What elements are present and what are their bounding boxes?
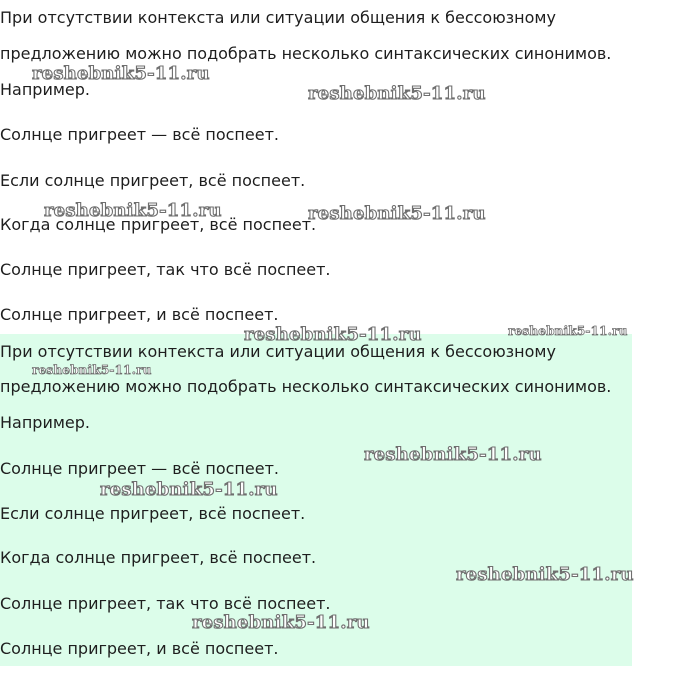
watermark: reshebnik5-11.ru [456,564,634,585]
watermark: reshebnik5-11.ru [192,612,370,633]
watermark: reshebnik5-11.ru [32,363,152,377]
watermark: reshebnik5-11.ru [44,200,222,221]
question-line: предложению можно подобрать несколько синтаксических синонимов. [0,44,612,63]
answer-line: Солнце пригреет, так что всё поспеет. [0,594,331,613]
question-line: Солнце пригреет, так что всё поспеет. [0,260,331,279]
question-line: Солнце пригреет, и всё поспеет. [0,305,279,324]
answer-line: Например. [0,413,91,432]
watermark: reshebnik5-11.ru [364,444,542,465]
watermark: reshebnik5-11.ru [100,479,278,500]
answer-line: Когда солнце пригреет, всё поспеет. [0,548,317,567]
answer-line: Солнце пригреет — всё поспеет. [0,459,279,478]
watermark: reshebnik5-11.ru [508,324,628,338]
watermark: reshebnik5-11.ru [308,203,486,224]
question-line: При отсутствии контекста или ситуации общения к бессоюзному [0,8,556,27]
answer-line: Солнце пригреет, и всё поспеет. [0,639,279,658]
question-line: Когда солнце пригреет, всё поспеет. [0,215,317,234]
watermark: reshebnik5-11.ru [32,63,210,84]
answer-line: предложению можно подобрать несколько синтаксических синонимов. [0,377,612,396]
watermark: reshebnik5-11.ru [244,324,422,345]
question-line: Если солнце пригреет, всё поспеет. [0,171,306,190]
question-line: Солнце пригреет — всё поспеет. [0,125,279,144]
watermark: reshebnik5-11.ru [308,83,486,104]
answer-line: При отсутствии контекста или ситуации общения к бессоюзному [0,342,556,361]
question-line: Например. [0,80,91,99]
answer-line: Если солнце пригреет, всё поспеет. [0,504,306,523]
